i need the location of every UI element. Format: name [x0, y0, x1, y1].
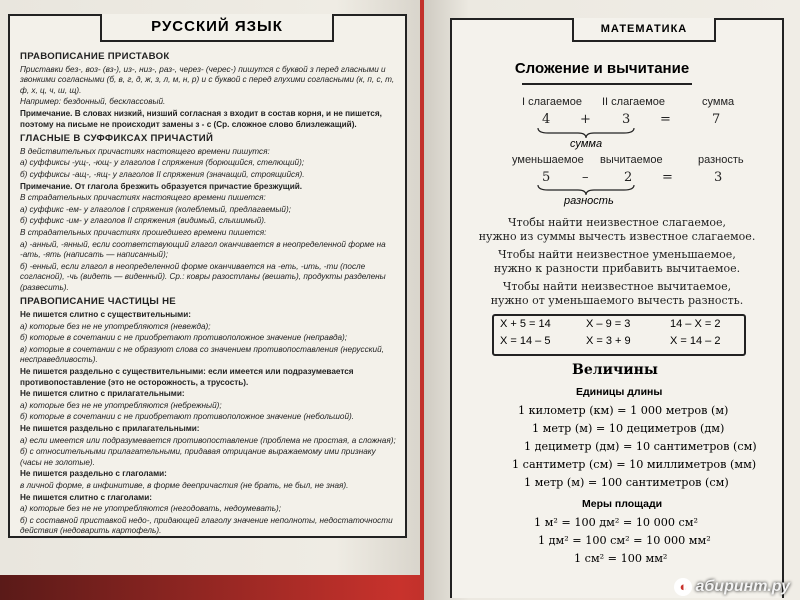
rule-paragraph: Не пишется раздельно с глаголами: [20, 469, 167, 479]
addend-2: 3 [622, 112, 631, 127]
addend-1: 4 [542, 112, 551, 127]
left-content [20, 48, 398, 538]
rule-paragraph: а) если имеется или подразумевается противопоставление (проблема не простая, а сложная); [20, 435, 396, 445]
plus-sign: + [580, 112, 591, 127]
sum-brace-label: сумма [570, 138, 603, 150]
equations-box [492, 314, 746, 356]
rule-paragraph: в личной форме, в инфинитиве, в форме деепричастия (не брать, не был, не зная). [20, 480, 349, 490]
equation: Х = 14 – 2 [670, 335, 721, 347]
rule-line: Чтобы найти неизвестное уменьшаемое, [498, 248, 736, 261]
rule-paragraph: а) которые без не не употребляются (небрежный); [20, 400, 222, 410]
equation: Х = 14 – 5 [500, 335, 551, 347]
title-underline [522, 83, 692, 85]
rule-paragraph: а) -анный, -янный, если соответствующий глагол оканчивается в неопределенной форме на -ать, -ять (написать — написанный); [20, 239, 386, 260]
area-unit: 1 дм² = 100 см² = 10 000 мм² [538, 534, 711, 547]
rule-line: нужно от уменьшаемого вычесть разность. [490, 294, 744, 307]
rule-paragraph: б) суффиксы -ащ-, -ящ- у глаголов II спряжения (значащий, строящийся). [20, 169, 305, 179]
length-unit: 1 метр (м) = 100 сантиметров (см) [524, 476, 729, 489]
equals-sign: = [660, 112, 671, 127]
area-unit: 1 м² = 100 дм² = 10 000 см² [534, 516, 698, 529]
equation: Х – 9 = 3 [586, 318, 631, 330]
rule-paragraph: Например: бездонный, бесклассовый. [20, 97, 166, 107]
area-unit: 1 см² = 100 мм² [574, 552, 668, 565]
length-title: Единицы длины [576, 386, 663, 398]
rule-paragraph: б) -енный, если глагол в неопределенной форме оканчивается на -еть, -ить, -ти (после согласной), -чь (видеть — виденный). Ср.: ковры разостланы (вешать), продукты разделены (развесить). [20, 261, 386, 292]
rule-paragraph: б) которые в сочетании с не приобретают противоположное значение (неправда); [20, 333, 348, 343]
rule-paragraph: б) с составной приставкой недо-, придающей глаголу значение неполноты, недостаточности действия (недоварить картофель). [20, 515, 393, 536]
equation: 14 – Х = 2 [670, 318, 721, 330]
rule-paragraph: Приставки без-, воз- (вз-), из-, низ-, раз-, через- (черес-) пишутся с буквой з перед гласными и звонкими согласными (б, в, г, д, ж, з, л, м, н, р) и с буквой с перед глухими согласными (к, п, с, т, ф, х, ц, ч, ш, щ). [20, 64, 395, 95]
right-page-header: МАТЕМАТИКА [572, 18, 716, 42]
rule-paragraph: а) которые без не не употребляются (негодовать, недоумевать); [20, 504, 282, 514]
subtrahend-label: вычитаемое [600, 154, 663, 166]
length-unit: 1 метр (м) = 10 дециметров (дм) [532, 422, 725, 435]
section-heading: ПРАВОПИСАНИЕ ЧАСТИЦЫ НЕ [20, 296, 176, 308]
rule-paragraph: б) с относительными прилагательными, придавая отрицание выражаемому ими признаку (часы не золотые). [20, 447, 376, 467]
right-page [424, 0, 800, 600]
rule-paragraph: В страдательных причастиях настоящего времени пишется: [20, 193, 266, 203]
rule-paragraph: Не пишется раздельно с прилагательными: [20, 424, 200, 433]
rule-paragraph: В действительных причастиях настоящего времени пишутся: [20, 146, 270, 156]
rule-paragraph: Не пишется слитно с глаголами: [20, 492, 152, 502]
section-heading: ГЛАСНЫЕ В СУФФИКСАХ ПРИЧАСТИЙ [20, 133, 214, 145]
length-unit: 1 сантиметр (см) = 10 миллиметров (мм) [512, 458, 757, 471]
minuend-label: уменьшаемое [512, 154, 584, 166]
rule-paragraph: Не пишется слитно с прилагательными: [20, 389, 185, 399]
difference-brace-label: разность [564, 195, 614, 207]
sum-label: сумма [702, 96, 735, 108]
quantities-title: Величины [572, 362, 658, 378]
minuend: 5 [542, 170, 551, 185]
rule-line: Чтобы найти неизвестное вычитаемое, [502, 280, 732, 293]
rule-paragraph: б) которые в сочетании с не приобретают противоположное значение (небольшой). [20, 412, 355, 422]
watermark-text: абиринт.ру [695, 578, 790, 595]
rule-line: Чтобы найти неизвестное слагаемое, [507, 216, 727, 229]
difference-value: 3 [714, 170, 723, 185]
rule-paragraph: б) суффикс -им- у глаголов II спряжения (видимый, слышимый). [20, 216, 267, 226]
equals-sign-2: = [662, 170, 673, 185]
section-heading: ПРАВОПИСАНИЕ ПРИСТАВОК [20, 51, 170, 62]
rule-paragraph: а) суффиксы -ущ-, -ющ- у глаголов I спряжения (борющийся, стелющий); [20, 158, 305, 168]
length-unit: 1 километр (км) = 1 000 метров (м) [518, 404, 729, 417]
rule-paragraph: Примечание. В словах низкий, низший согласная з входит в состав корня, и не пишется, поэтому на письме не происходит замены з - с (Ср. сложное слово близлежащий). [20, 108, 382, 129]
addend-1-label: I слагаемое [522, 96, 582, 108]
rule-line: нужно к разности прибавить вычитаемое. [493, 262, 741, 275]
left-frame [8, 14, 407, 538]
rule-paragraph: Примечание. От глагола брезжить образуется причастие брезжущий. [20, 181, 303, 191]
equation: Х + 5 = 14 [500, 318, 551, 330]
rule-paragraph: а) суффикс -ем- у глаголов I спряжения (колеблемый, предлагаемый); [20, 204, 291, 214]
rule-paragraph: а) которые без не не употребляются (невежда); [20, 321, 211, 331]
rule-paragraph: Не пишется слитно с существительными: [20, 310, 191, 320]
minus-sign: – [582, 170, 589, 185]
length-unit: 1 дециметр (дм) = 10 сантиметров (см) [524, 440, 757, 453]
right-frame [450, 18, 784, 598]
rule-line: нужно из суммы вычесть известное слагаемое. [478, 230, 756, 243]
sum-value: 7 [712, 112, 721, 127]
difference-label: разность [698, 154, 744, 166]
rule-paragraph: в) которые в сочетании с не образуют слова со значением противопоставления (нерусский, несправедливость). [20, 344, 384, 365]
rule-paragraph: Не пишется раздельно с существительными: если имеется или подразумевается противопоставление (это не осторожность, а трусость). [20, 367, 354, 387]
rule-paragraph: В страдательных причастиях прошедшего времени пишется: [20, 227, 267, 237]
equation: Х = 3 + 9 [586, 335, 631, 347]
section-title: Сложение и вычитание [514, 60, 690, 77]
labyrinth-logo-icon: ◐ [674, 578, 692, 596]
left-page-header: РУССКИЙ ЯЗЫК [100, 14, 334, 42]
area-title: Меры площади [582, 498, 663, 510]
watermark [674, 578, 790, 596]
subtrahend: 2 [624, 170, 633, 185]
addend-2-label: II слагаемое [602, 96, 666, 108]
